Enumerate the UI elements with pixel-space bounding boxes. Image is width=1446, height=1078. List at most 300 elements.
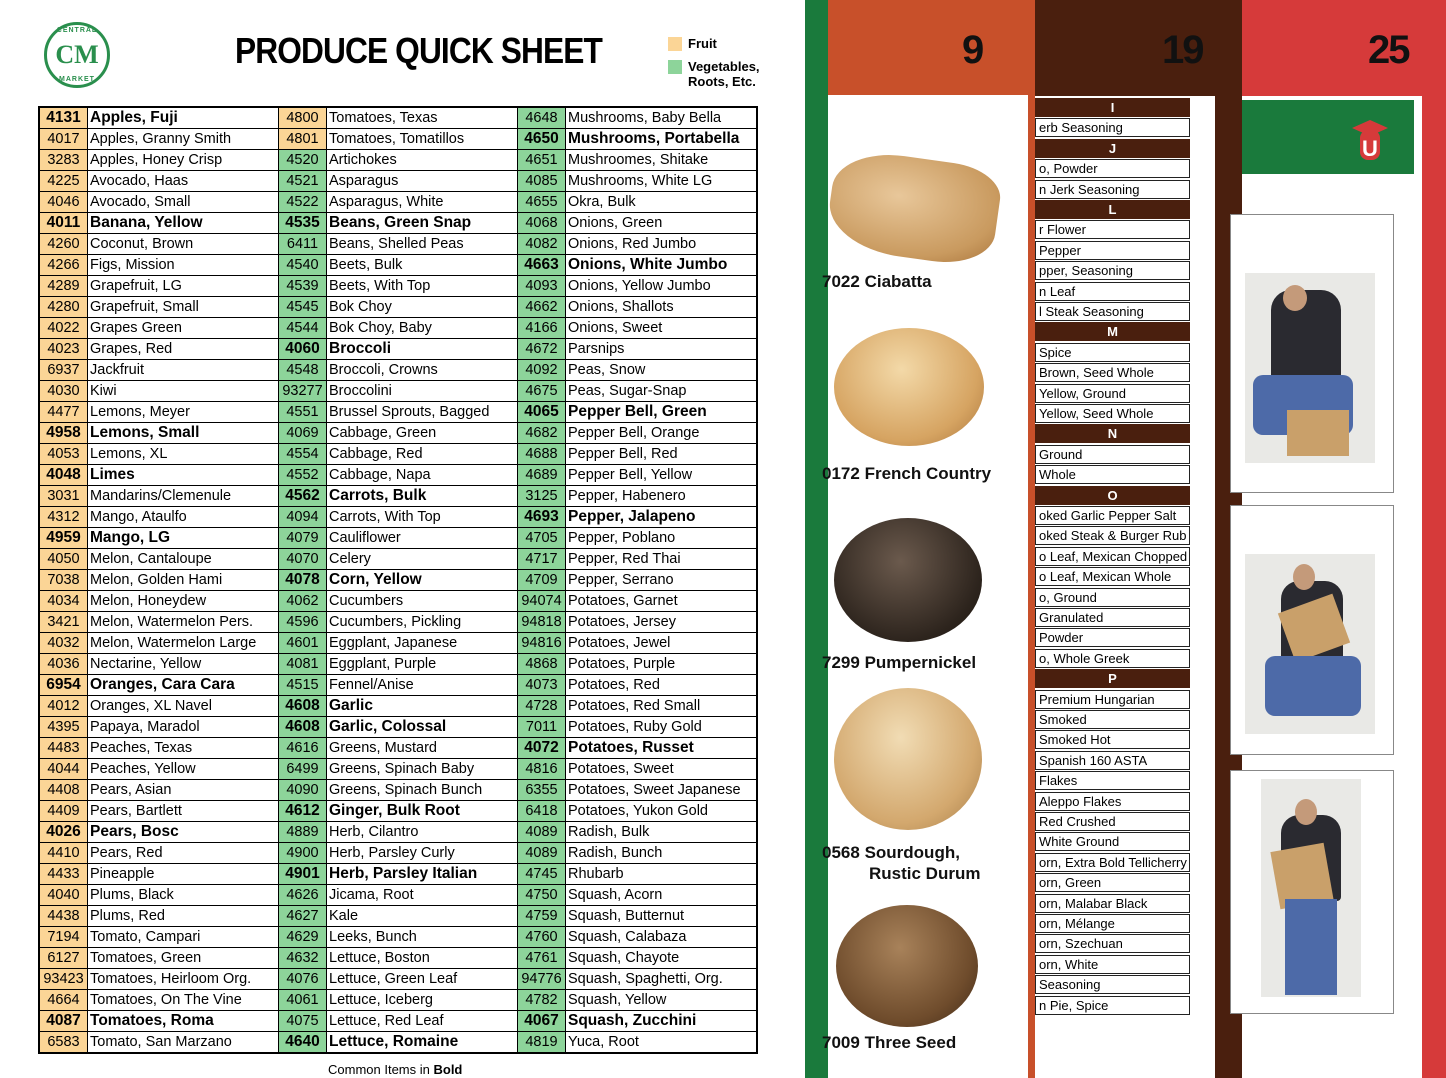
produce-name: Onions, Green bbox=[566, 213, 758, 234]
produce-name: Melon, Golden Hami bbox=[88, 570, 279, 591]
produce-name: Grapefruit, LG bbox=[88, 276, 279, 297]
produce-name: Avocado, Small bbox=[88, 192, 279, 213]
spice-section-header: P bbox=[1035, 669, 1190, 688]
produce-name: Cucumbers, Pickling bbox=[327, 612, 518, 633]
produce-name: Mushrooms, Portabella bbox=[566, 129, 758, 150]
plu-code: 4800 bbox=[279, 107, 327, 129]
plu-code: 4094 bbox=[279, 507, 327, 528]
table-row bbox=[39, 360, 757, 381]
produce-name: Cauliflower bbox=[327, 528, 518, 549]
produce-name: Asparagus, White bbox=[327, 192, 518, 213]
produce-name: Asparagus bbox=[327, 171, 518, 192]
plu-code: 4032 bbox=[39, 633, 88, 654]
produce-name: Lemons, Meyer bbox=[88, 402, 279, 423]
produce-name: Figs, Mission bbox=[88, 255, 279, 276]
produce-name: Limes bbox=[88, 465, 279, 486]
plu-code: 4521 bbox=[279, 171, 327, 192]
plu-code: 4900 bbox=[279, 843, 327, 864]
table-row bbox=[39, 885, 757, 906]
produce-name: Cucumbers bbox=[327, 591, 518, 612]
plu-code: 4060 bbox=[279, 339, 327, 360]
plu-code: 4050 bbox=[39, 549, 88, 570]
spice-item: Ground bbox=[1035, 445, 1190, 464]
produce-name: Jackfruit bbox=[88, 360, 279, 381]
plu-code: 4608 bbox=[279, 696, 327, 717]
plu-code: 4545 bbox=[279, 297, 327, 318]
table-row bbox=[39, 948, 757, 969]
plu-code: 4816 bbox=[518, 759, 566, 780]
table-row bbox=[39, 633, 757, 654]
produce-name: Brussel Sprouts, Bagged bbox=[327, 402, 518, 423]
page-number-25: 25 bbox=[1368, 28, 1409, 72]
produce-name: Herb, Cilantro bbox=[327, 822, 518, 843]
table-row bbox=[39, 276, 757, 297]
spice-item: orn, Mélange bbox=[1035, 914, 1190, 933]
plu-code: 4688 bbox=[518, 444, 566, 465]
plu-code: 4728 bbox=[518, 696, 566, 717]
plu-code: 4312 bbox=[39, 507, 88, 528]
plu-code: 4409 bbox=[39, 801, 88, 822]
produce-name: Eggplant, Purple bbox=[327, 654, 518, 675]
produce-name: Garlic, Colossal bbox=[327, 717, 518, 738]
spice-item: oked Garlic Pepper Salt bbox=[1035, 506, 1190, 525]
table-row bbox=[39, 192, 757, 213]
table-row bbox=[39, 801, 757, 822]
produce-name: Potatoes, Red Small bbox=[566, 696, 758, 717]
produce-name: Onions, Shallots bbox=[566, 297, 758, 318]
produce-name: Garlic bbox=[327, 696, 518, 717]
plu-code: 4062 bbox=[279, 591, 327, 612]
spice-item: n Pie, Spice bbox=[1035, 996, 1190, 1015]
plu-code: 4260 bbox=[39, 234, 88, 255]
plu-code: 4087 bbox=[39, 1011, 88, 1032]
produce-name: Onions, Sweet bbox=[566, 318, 758, 339]
spice-item: orn, Green bbox=[1035, 873, 1190, 892]
table-row bbox=[39, 927, 757, 948]
plu-code: 4626 bbox=[279, 885, 327, 906]
table-row bbox=[39, 129, 757, 150]
plu-code: 4675 bbox=[518, 381, 566, 402]
plu-code: 4520 bbox=[279, 150, 327, 171]
table-row bbox=[39, 654, 757, 675]
produce-name: Pepper Bell, Green bbox=[566, 402, 758, 423]
produce-name: Corn, Yellow bbox=[327, 570, 518, 591]
produce-name: Broccolini bbox=[327, 381, 518, 402]
table-row bbox=[39, 864, 757, 885]
spice-section-header: J bbox=[1035, 139, 1190, 158]
produce-name: Potatoes, Sweet Japanese bbox=[566, 780, 758, 801]
table-row bbox=[39, 444, 757, 465]
produce-name: Kiwi bbox=[88, 381, 279, 402]
plu-code: 4709 bbox=[518, 570, 566, 591]
produce-name: Beets, With Top bbox=[327, 276, 518, 297]
plu-code: 4075 bbox=[279, 1011, 327, 1032]
plu-code: 4629 bbox=[279, 927, 327, 948]
produce-name: Melon, Watermelon Large bbox=[88, 633, 279, 654]
plu-code: 4689 bbox=[518, 465, 566, 486]
produce-name: Potatoes, Sweet bbox=[566, 759, 758, 780]
produce-name: Potatoes, Jersey bbox=[566, 612, 758, 633]
table-row bbox=[39, 507, 757, 528]
spice-item: Seasoning bbox=[1035, 975, 1190, 994]
table-row bbox=[39, 465, 757, 486]
plu-code: 4012 bbox=[39, 696, 88, 717]
produce-name: Squash, Butternut bbox=[566, 906, 758, 927]
produce-name: Pepper, Jalapeno bbox=[566, 507, 758, 528]
plu-code: 4782 bbox=[518, 990, 566, 1011]
plu-code: 4082 bbox=[518, 234, 566, 255]
produce-name: Broccoli bbox=[327, 339, 518, 360]
plu-code: 4662 bbox=[518, 297, 566, 318]
produce-table bbox=[38, 106, 758, 1054]
produce-name: Lettuce, Romaine bbox=[327, 1032, 518, 1054]
plu-code: 4053 bbox=[39, 444, 88, 465]
plu-code: 4070 bbox=[279, 549, 327, 570]
plu-code: 4640 bbox=[279, 1032, 327, 1054]
spice-item: orn, Szechuan bbox=[1035, 934, 1190, 953]
plu-code: 4046 bbox=[39, 192, 88, 213]
plu-code: 7011 bbox=[518, 717, 566, 738]
plu-code: 4868 bbox=[518, 654, 566, 675]
produce-name: Bok Choy, Baby bbox=[327, 318, 518, 339]
produce-name: Peaches, Texas bbox=[88, 738, 279, 759]
plu-code: 4664 bbox=[39, 990, 88, 1011]
plu-code: 4034 bbox=[39, 591, 88, 612]
produce-name: Mushroomes, Shitake bbox=[566, 150, 758, 171]
produce-name: Peaches, Yellow bbox=[88, 759, 279, 780]
produce-name: Squash, Yellow bbox=[566, 990, 758, 1011]
plu-code: 4131 bbox=[39, 107, 88, 129]
produce-name: Celery bbox=[327, 549, 518, 570]
legend-fruit-swatch bbox=[668, 37, 682, 51]
table-row bbox=[39, 381, 757, 402]
produce-name: Fennel/Anise bbox=[327, 675, 518, 696]
table-row bbox=[39, 297, 757, 318]
produce-name: Potatoes, Ruby Gold bbox=[566, 717, 758, 738]
produce-name: Pepper, Poblano bbox=[566, 528, 758, 549]
plu-code: 4225 bbox=[39, 171, 88, 192]
spice-item: Powder bbox=[1035, 628, 1190, 647]
table-row bbox=[39, 990, 757, 1011]
table-row bbox=[39, 717, 757, 738]
legend-fruit-label: Fruit bbox=[688, 36, 717, 51]
table-row bbox=[39, 906, 757, 927]
plu-code: 93423 bbox=[39, 969, 88, 990]
produce-name: Tomato, San Marzano bbox=[88, 1032, 279, 1054]
legend-veg-swatch bbox=[668, 60, 682, 74]
produce-name: Parsnips bbox=[566, 339, 758, 360]
spice-item: Smoked bbox=[1035, 710, 1190, 729]
produce-name: Kale bbox=[327, 906, 518, 927]
produce-name: Squash, Zucchini bbox=[566, 1011, 758, 1032]
spice-section-header: L bbox=[1035, 200, 1190, 219]
spice-item: Yellow, Ground bbox=[1035, 384, 1190, 403]
plu-code: 4601 bbox=[279, 633, 327, 654]
produce-name: Tomato, Campari bbox=[88, 927, 279, 948]
spice-item: o Leaf, Mexican Whole bbox=[1035, 567, 1190, 586]
plu-code: 4030 bbox=[39, 381, 88, 402]
produce-name: Squash, Acorn bbox=[566, 885, 758, 906]
plu-code: 4023 bbox=[39, 339, 88, 360]
plu-code: 4044 bbox=[39, 759, 88, 780]
spice-item: o, Ground bbox=[1035, 588, 1190, 607]
plu-code: 4959 bbox=[39, 528, 88, 549]
plu-code: 4655 bbox=[518, 192, 566, 213]
plu-code: 4266 bbox=[39, 255, 88, 276]
plu-code: 4596 bbox=[279, 612, 327, 633]
plu-code: 4072 bbox=[518, 738, 566, 759]
plu-code: 4515 bbox=[279, 675, 327, 696]
produce-name: Mushrooms, White LG bbox=[566, 171, 758, 192]
lifting-photo-1 bbox=[1230, 214, 1394, 493]
plu-code: 3125 bbox=[518, 486, 566, 507]
plu-code: 4092 bbox=[518, 360, 566, 381]
table-row bbox=[39, 612, 757, 633]
page-number-9: 9 bbox=[962, 28, 983, 72]
produce-name: Pears, Bartlett bbox=[88, 801, 279, 822]
table-row bbox=[39, 969, 757, 990]
bread-label-ciabatta: 7022 Ciabatta bbox=[822, 272, 932, 291]
table-row bbox=[39, 549, 757, 570]
produce-name: Cabbage, Napa bbox=[327, 465, 518, 486]
produce-name: Mango, Ataulfo bbox=[88, 507, 279, 528]
spice-item: o, Powder bbox=[1035, 159, 1190, 178]
page-number-19: 19 bbox=[1162, 28, 1203, 72]
produce-name: Radish, Bulk bbox=[566, 822, 758, 843]
produce-name: Onions, Yellow Jumbo bbox=[566, 276, 758, 297]
plu-code: 4280 bbox=[39, 297, 88, 318]
plu-code: 4410 bbox=[39, 843, 88, 864]
plu-code: 4040 bbox=[39, 885, 88, 906]
plu-code: 4760 bbox=[518, 927, 566, 948]
plu-code: 4801 bbox=[279, 129, 327, 150]
plu-code: 94776 bbox=[518, 969, 566, 990]
produce-name: Mango, LG bbox=[88, 528, 279, 549]
produce-name: Squash, Chayote bbox=[566, 948, 758, 969]
plu-code: 4522 bbox=[279, 192, 327, 213]
produce-name: Herb, Parsley Italian bbox=[327, 864, 518, 885]
spice-item: Pepper bbox=[1035, 241, 1190, 260]
plu-code: 4081 bbox=[279, 654, 327, 675]
plu-code: 4093 bbox=[518, 276, 566, 297]
produce-name: Beans, Green Snap bbox=[327, 213, 518, 234]
spice-item: orn, White bbox=[1035, 955, 1190, 974]
produce-name: Banana, Yellow bbox=[88, 213, 279, 234]
produce-name: Onions, White Jumbo bbox=[566, 255, 758, 276]
plu-code: 4627 bbox=[279, 906, 327, 927]
produce-name: Potatoes, Red bbox=[566, 675, 758, 696]
produce-name: Squash, Spaghetti, Org. bbox=[566, 969, 758, 990]
produce-name: Greens, Spinach Baby bbox=[327, 759, 518, 780]
produce-name: Yuca, Root bbox=[566, 1032, 758, 1054]
table-row bbox=[39, 150, 757, 171]
produce-name: Pepper Bell, Yellow bbox=[566, 465, 758, 486]
produce-name: Nectarine, Yellow bbox=[88, 654, 279, 675]
table-row bbox=[39, 780, 757, 801]
produce-name: Apples, Granny Smith bbox=[88, 129, 279, 150]
produce-name: Potatoes, Yukon Gold bbox=[566, 801, 758, 822]
produce-name: Tomatoes, Texas bbox=[327, 107, 518, 129]
plu-code: 93277 bbox=[279, 381, 327, 402]
graduation-badge-icon bbox=[1348, 118, 1392, 162]
produce-name: Ginger, Bulk Root bbox=[327, 801, 518, 822]
plu-code: 4022 bbox=[39, 318, 88, 339]
plu-code: 6954 bbox=[39, 675, 88, 696]
spice-item: Aleppo Flakes bbox=[1035, 792, 1190, 811]
spice-section-header: M bbox=[1035, 322, 1190, 341]
plu-code: 4544 bbox=[279, 318, 327, 339]
produce-name: Lettuce, Red Leaf bbox=[327, 1011, 518, 1032]
plu-code: 4554 bbox=[279, 444, 327, 465]
plu-code: 4089 bbox=[518, 843, 566, 864]
plu-code: 6355 bbox=[518, 780, 566, 801]
plu-code: 4089 bbox=[518, 822, 566, 843]
spice-item: oked Steak & Burger Rub bbox=[1035, 526, 1190, 545]
produce-name: Carrots, With Top bbox=[327, 507, 518, 528]
produce-name: Beans, Shelled Peas bbox=[327, 234, 518, 255]
plu-code: 3283 bbox=[39, 150, 88, 171]
produce-name: Pepper, Serrano bbox=[566, 570, 758, 591]
produce-name: Cabbage, Green bbox=[327, 423, 518, 444]
bread-pumpernickel-image bbox=[834, 518, 982, 642]
produce-name: Lettuce, Green Leaf bbox=[327, 969, 518, 990]
plu-code: 4750 bbox=[518, 885, 566, 906]
spice-section-header: I bbox=[1035, 98, 1190, 117]
spice-item: Flakes bbox=[1035, 771, 1190, 790]
produce-name: Tomatoes, Heirloom Org. bbox=[88, 969, 279, 990]
lifting-photo-3 bbox=[1230, 770, 1394, 1014]
produce-name: Peas, Snow bbox=[566, 360, 758, 381]
spice-item: orn, Malabar Black bbox=[1035, 894, 1190, 913]
plu-code: 7194 bbox=[39, 927, 88, 948]
plu-code: 6583 bbox=[39, 1032, 88, 1054]
lifting-photo-2 bbox=[1230, 505, 1394, 755]
spice-item: Whole bbox=[1035, 465, 1190, 484]
bread-label-pumpernickel: 7299 Pumpernickel bbox=[822, 653, 977, 672]
plu-code: 6411 bbox=[279, 234, 327, 255]
table-row bbox=[39, 1011, 757, 1032]
bread-french-country-image bbox=[834, 328, 984, 446]
produce-name: Okra, Bulk bbox=[566, 192, 758, 213]
plu-code: 4539 bbox=[279, 276, 327, 297]
produce-name: Lettuce, Boston bbox=[327, 948, 518, 969]
spice-item: pper, Seasoning bbox=[1035, 261, 1190, 280]
produce-name: Bok Choy bbox=[327, 297, 518, 318]
table-row bbox=[39, 255, 757, 276]
plu-code: 4648 bbox=[518, 107, 566, 129]
plu-code: 6937 bbox=[39, 360, 88, 381]
produce-name: Plums, Black bbox=[88, 885, 279, 906]
bread-label-three-seed: 7009 Three Seed bbox=[822, 1033, 957, 1052]
produce-name: Pears, Asian bbox=[88, 780, 279, 801]
produce-name: Onions, Red Jumbo bbox=[566, 234, 758, 255]
legend-veg-label: Vegetables, bbox=[688, 59, 760, 74]
bread-sourdough-image bbox=[834, 688, 982, 830]
spice-item: l Steak Seasoning bbox=[1035, 302, 1190, 321]
bread-label-french-country: 0172 French Country bbox=[822, 464, 992, 483]
plu-code: 4552 bbox=[279, 465, 327, 486]
spice-item: o Leaf, Mexican Chopped bbox=[1035, 547, 1190, 566]
plu-code: 4026 bbox=[39, 822, 88, 843]
produce-name: Plums, Red bbox=[88, 906, 279, 927]
produce-name: Oranges, XL Navel bbox=[88, 696, 279, 717]
footer-note: Common Items in Bold bbox=[328, 1062, 463, 1077]
badge-letter: U bbox=[1362, 136, 1378, 161]
plu-code: 4612 bbox=[279, 801, 327, 822]
produce-name: Squash, Calabaza bbox=[566, 927, 758, 948]
produce-name: Papaya, Maradol bbox=[88, 717, 279, 738]
plu-code: 4705 bbox=[518, 528, 566, 549]
table-row bbox=[39, 822, 757, 843]
plu-code: 6127 bbox=[39, 948, 88, 969]
plu-code: 4078 bbox=[279, 570, 327, 591]
plu-code: 4477 bbox=[39, 402, 88, 423]
plu-code: 4068 bbox=[518, 213, 566, 234]
produce-name: Mandarins/Clemenule bbox=[88, 486, 279, 507]
bread-label-sourdough: 0568 Sourdough, bbox=[822, 843, 960, 862]
plu-code: 7038 bbox=[39, 570, 88, 591]
produce-name: Apples, Fuji bbox=[88, 107, 279, 129]
plu-code: 4616 bbox=[279, 738, 327, 759]
spice-item: Spanish 160 ASTA bbox=[1035, 751, 1190, 770]
produce-name: Potatoes, Russet bbox=[566, 738, 758, 759]
table-row bbox=[39, 696, 757, 717]
plu-code: 4759 bbox=[518, 906, 566, 927]
spice-item: Yellow, Seed Whole bbox=[1035, 404, 1190, 423]
plu-code: 4535 bbox=[279, 213, 327, 234]
plu-code: 4079 bbox=[279, 528, 327, 549]
plu-code: 6418 bbox=[518, 801, 566, 822]
plu-code: 4483 bbox=[39, 738, 88, 759]
table-row bbox=[39, 843, 757, 864]
table-row bbox=[39, 570, 757, 591]
plu-code: 4672 bbox=[518, 339, 566, 360]
plu-code: 4745 bbox=[518, 864, 566, 885]
produce-name: Pepper Bell, Red bbox=[566, 444, 758, 465]
produce-name: Tomatoes, On The Vine bbox=[88, 990, 279, 1011]
plu-code: 4761 bbox=[518, 948, 566, 969]
produce-name: Oranges, Cara Cara bbox=[88, 675, 279, 696]
produce-name: Potatoes, Garnet bbox=[566, 591, 758, 612]
produce-name: Melon, Watermelon Pers. bbox=[88, 612, 279, 633]
plu-code: 4076 bbox=[279, 969, 327, 990]
table-row bbox=[39, 234, 757, 255]
spice-item: Granulated bbox=[1035, 608, 1190, 627]
produce-name: Lemons, XL bbox=[88, 444, 279, 465]
produce-name: Artichokes bbox=[327, 150, 518, 171]
spice-item: erb Seasoning bbox=[1035, 118, 1190, 137]
table-row bbox=[39, 171, 757, 192]
plu-code: 4090 bbox=[279, 780, 327, 801]
page-title: PRODUCE QUICK SHEET bbox=[235, 30, 603, 71]
plu-code: 4958 bbox=[39, 423, 88, 444]
produce-name: Leeks, Bunch bbox=[327, 927, 518, 948]
produce-name: Beets, Bulk bbox=[327, 255, 518, 276]
spice-item: orn, Extra Bold Tellicherry bbox=[1035, 853, 1190, 872]
plu-code: 4608 bbox=[279, 717, 327, 738]
table-row bbox=[39, 486, 757, 507]
plu-code: 4540 bbox=[279, 255, 327, 276]
produce-name: Potatoes, Jewel bbox=[566, 633, 758, 654]
plu-code: 4901 bbox=[279, 864, 327, 885]
table-row bbox=[39, 339, 757, 360]
produce-name: Mushrooms, Baby Bella bbox=[566, 107, 758, 129]
produce-name: Lettuce, Iceberg bbox=[327, 990, 518, 1011]
table-row bbox=[39, 591, 757, 612]
produce-name: Tomatoes, Green bbox=[88, 948, 279, 969]
produce-name: Herb, Parsley Curly bbox=[327, 843, 518, 864]
plu-code: 4717 bbox=[518, 549, 566, 570]
